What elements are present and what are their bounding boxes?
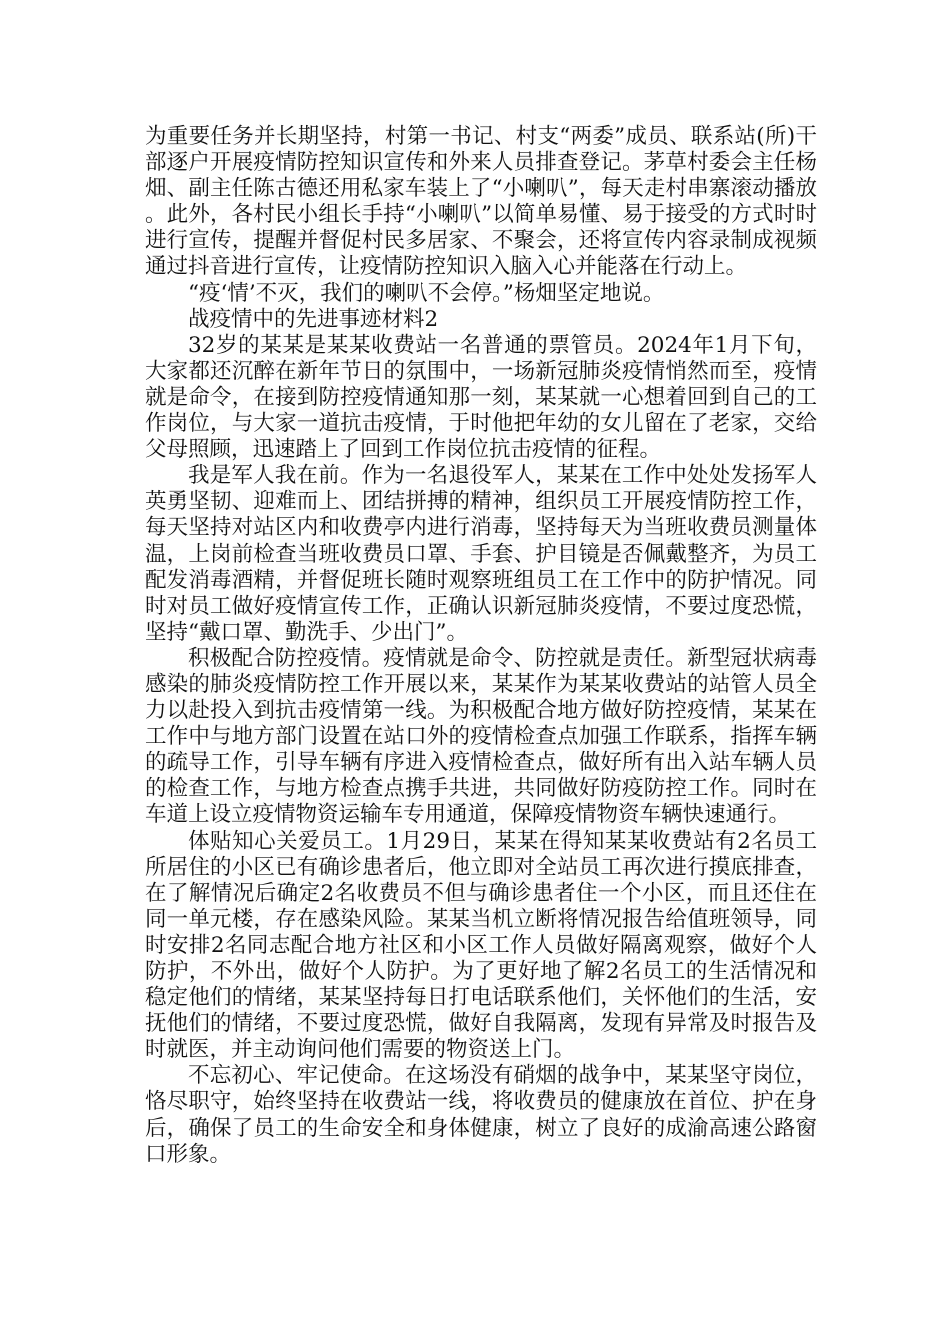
paragraph-quote: “疫‘情’不灭，我们的喇叭不会停。”杨畑坚定地说。 [188, 280, 665, 306]
paragraph-continuation: 为重要任务并长期坚持，村第一书记、村支“两委”成员、联系站(所)干部逐户开展疫情防控知识宣传和外来人员排查登记。茅草村委会主任杨畑、副主任陈古德还用私家车装上了“小喇叭”，每天走村串寨滚动播放。此外，各村民小组长手持“小喇叭”以简单易懂、易于接受的方式时时进行宣传，提醒并督促村民多居家、不聚会，还将宣传内容录制成视频通过抖音进行宣传，让疫情防控知识入脑入心并能落在行动上。 [145, 124, 817, 280]
paragraph-soldier: 我是军人我在前。作为一名退役军人，某某在工作中处处发扬军人英勇坚韧、迎难而上、团结拼搏的精神，组织员工开展疫情防控工作，每天坚持对站区内和收费亭内进行消毒，坚持每天为当班收费员测量体温，上岗前检查当班收费员口罩、手套、护目镜是否佩戴整齐，为员工配发消毒酒精，并督促班长随时观察班组员工在工作中的防护情况。同时对员工做好疫情宣传工作，正确认识新冠肺炎疫情，不要过度恐慌，坚持“戴口罩、勤洗手、少出门”。 [145, 463, 817, 645]
paragraph-care: 体贴知心关爱员工。1月29日，某某在得知某某收费站有2名员工所居住的小区已有确诊患者后，他立即对全站员工再次进行摸底排查，在了解情况后确定2名收费员不但与确诊患者住一个小区，而且还住在同一单元楼，存在感染风险。某某当机立断将情况报告给值班领导，同时安排2名同志配合地方社区和小区工作人员做好隔离观察，做好个人防护，不外出，做好个人防护。为了更好地了解2名员工的生活情况和稳定他们的情绪，某某坚持每日打电话联系他们，关怀他们的生活，安抚他们的情绪，不要过度恐慌，做好自我隔离，发现有异常及时报告及时就医，并主动询问他们需要的物资送上门。 [145, 828, 817, 1063]
section-heading: 战疫情中的先进事迹材料2 [188, 306, 439, 332]
paragraph-intro: 32岁的某某是某某收费站一名普通的票管员。2024年1月下旬，大家都还沉醉在新年节日的氛围中，一场新冠肺炎疫情悄然而至，疫情就是命令，在接到防控疫情通知那一刻，某某就一心想着回到自己的工作岗位，与大家一道抗击疫情，于时他把年幼的女儿留在了老家，交给父母照顾，迅速踏上了回到工作岗位抗击疫情的征程。 [145, 332, 817, 463]
paragraph-mission: 不忘初心、牢记使命。在这场没有硝烟的战争中，某某坚守岗位，恪尽职守，始终坚持在收费站一线，将收费员的健康放在首位、护在身后，确保了员工的生命安全和身体健康，树立了良好的成渝高速公路窗口形象。 [145, 1063, 817, 1167]
paragraph-cooperation: 积极配合防控疫情。疫情就是命令、防控就是责任。新型冠状病毒感染的肺炎疫情防控工作开展以来，某某作为某某收费站的站管人员全力以赴投入到抗击疫情第一线。为积极配合地方做好防控疫情，某某在工作中与地方部门设置在站口外的疫情检查点加强工作联系，指挥车辆的疏导工作，引导车辆有序进入疫情检查点，做好所有出入站车辆人员的检查工作，与地方检查点携手共进，共同做好防疫防控工作。同时在车道上设立疫情物资运输车专用通道，保障疫情物资车辆快速通行。 [145, 645, 817, 828]
document-page [145, 124, 817, 1168]
